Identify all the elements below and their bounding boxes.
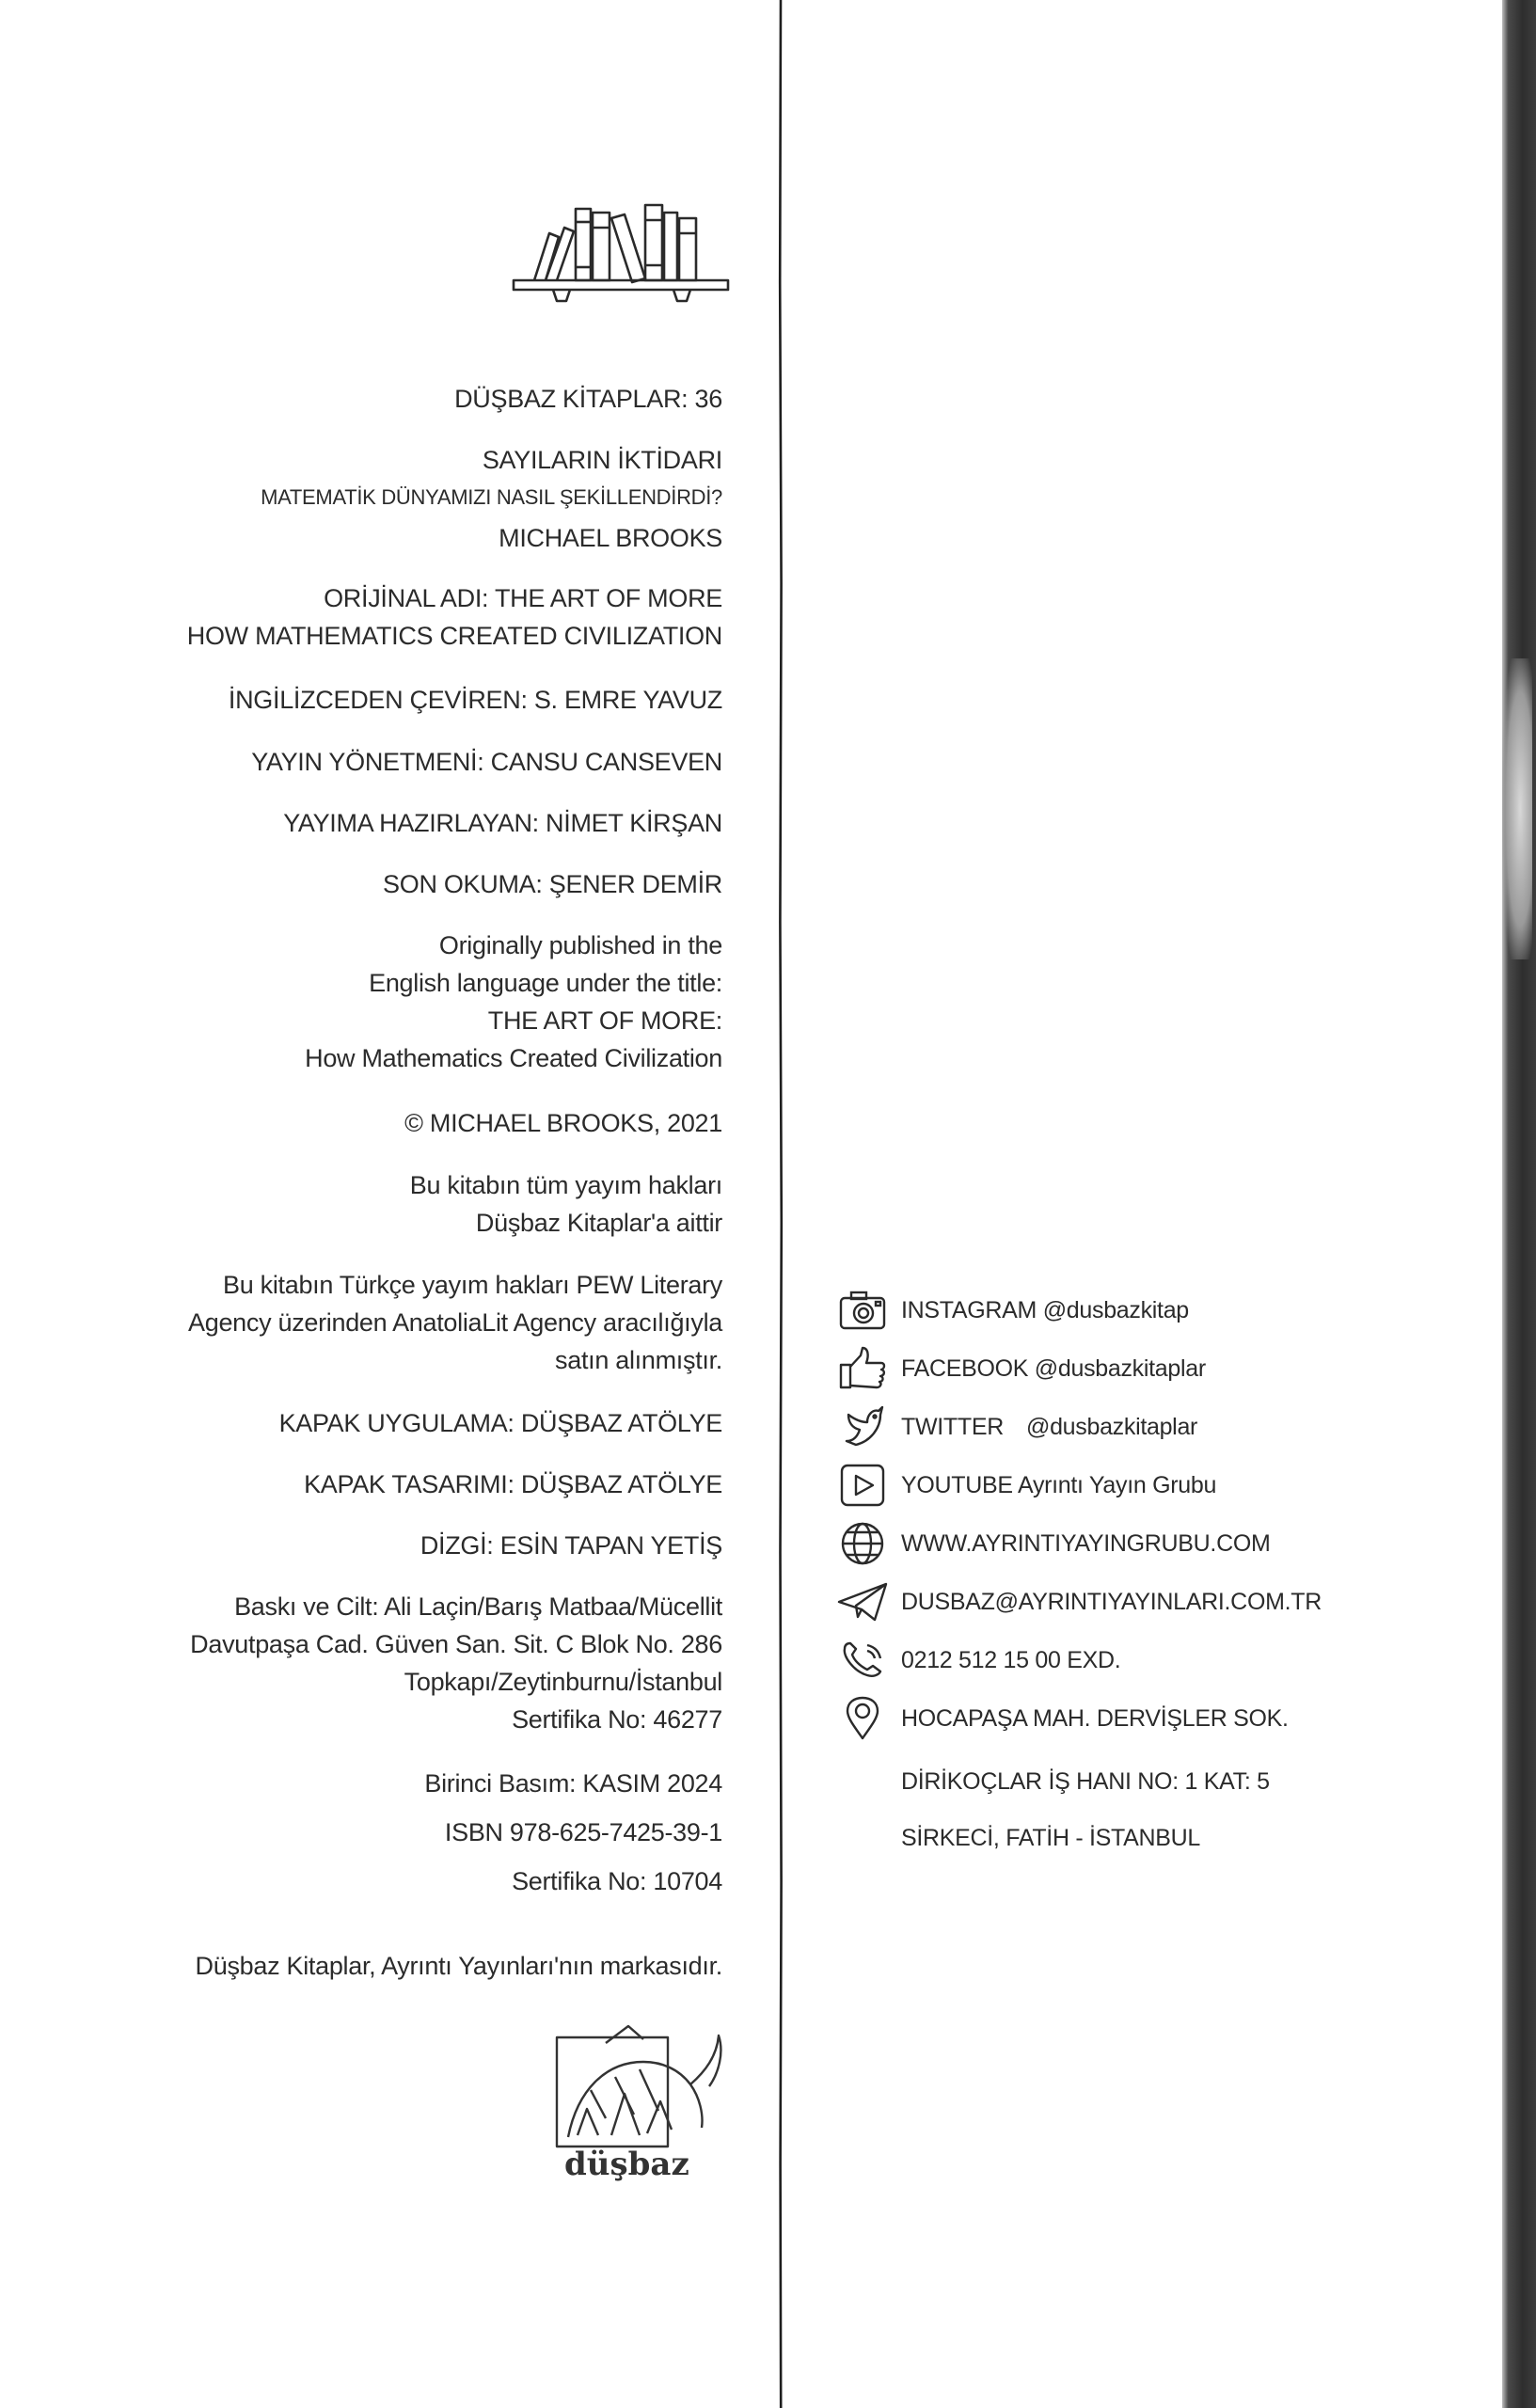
- phone-icon: [837, 1635, 888, 1686]
- location-pin-icon: [837, 1693, 888, 1744]
- printing-line: Baskı ve Cilt: Ali Laçin/Barış Matbaa/Mücellit: [234, 1592, 722, 1621]
- brand-note: Düşbaz Kitaplar, Ayrıntı Yayınları'nın markasıdır.: [195, 1952, 722, 1980]
- typesetting: DİZGİ: ESİN TAPAN YETİŞ: [420, 1531, 722, 1560]
- original-publication-line: Originally published in the: [438, 931, 722, 959]
- photo-edge-detail: [1502, 658, 1532, 959]
- original-title-line: ORİJİNAL ADI: THE ART OF MORE: [324, 584, 722, 612]
- contact-text: HOCAPAŞA MAH. DERVİŞLER SOK.: [901, 1704, 1289, 1732]
- address-text: DİRİKOÇLAR İŞ HANI NO: 1 KAT: 5: [901, 1768, 1270, 1795]
- contact-address: [837, 1693, 1289, 1744]
- book-subtitle: MATEMATİK DÜNYAMIZI NASIL ŞEKİLLENDİRDİ?: [261, 485, 722, 509]
- contact-text: INSTAGRAM @dusbazkitap: [901, 1296, 1189, 1323]
- original-title: [187, 579, 722, 655]
- contact-facebook: [837, 1343, 1206, 1394]
- contact-text: 0212 512 15 00 EXD.: [901, 1646, 1121, 1673]
- contact-text: [901, 1414, 1197, 1441]
- contact-text: DUSBAZ@AYRINTIYAYINLARI.COM.TR: [901, 1588, 1322, 1615]
- original-publication: [305, 927, 722, 1077]
- turkish-rights-note: [188, 1266, 722, 1379]
- contact-text: WWW.AYRINTIYAYINGRUBU.COM: [901, 1529, 1271, 1557]
- paper-plane-icon: [837, 1576, 888, 1627]
- camera-icon: [837, 1285, 888, 1336]
- cover-design: KAPAK TASARIMI: DÜŞBAZ ATÖLYE: [304, 1470, 722, 1498]
- play-icon: [837, 1460, 888, 1511]
- contact-text: FACEBOOK @dusbazkitaplar: [901, 1354, 1206, 1382]
- original-publication-line: How Mathematics Created Civilization: [305, 1044, 722, 1072]
- rights-note: [410, 1166, 722, 1242]
- bird-icon: [837, 1402, 888, 1452]
- printing-info: [190, 1588, 722, 1738]
- contact-twitter: [837, 1402, 1197, 1452]
- printing-line: Davutpaşa Cad. Güven San. Sit. C Blok No. 286: [190, 1630, 722, 1658]
- prepared-by: YAYIMA HAZIRLAYAN: NİMET KİRŞAN: [283, 809, 722, 837]
- dusbaz-logo: [549, 2024, 728, 2184]
- book-author: MICHAEL BROOKS: [499, 524, 722, 552]
- column-divider: [777, 0, 784, 2408]
- printing-line: Topkapı/Zeytinburnu/İstanbul: [404, 1668, 722, 1696]
- turkish-rights-line: Bu kitabın Türkçe yayım hakları PEW Literary: [223, 1271, 722, 1299]
- contact-email: [837, 1576, 1322, 1627]
- copyright-line: © MICHAEL BROOKS, 2021: [404, 1109, 722, 1137]
- original-publication-line: English language under the title:: [369, 969, 722, 997]
- bookshelf-icon: [508, 199, 734, 310]
- globe-icon: [837, 1518, 888, 1569]
- printing-line: Sertifika No: 46277: [512, 1705, 722, 1734]
- turkish-rights-line: satın alınmıştır.: [555, 1346, 722, 1374]
- original-title-line: HOW MATHEMATICS CREATED CIVILIZATION: [186, 622, 722, 650]
- logo-wordmark: düşbaz: [564, 2146, 689, 2183]
- series-line: DÜŞBAZ KİTAPLAR: 36: [454, 385, 722, 413]
- twitter-label: TWITTER: [901, 1413, 1004, 1440]
- book-title: SAYILARIN İKTİDARI: [482, 446, 722, 474]
- original-publication-line: THE ART OF MORE:: [487, 1006, 722, 1035]
- address-line: [901, 1768, 1270, 1796]
- translator: İNGİLİZCEDEN ÇEVİREN: S. EMRE YAVUZ: [228, 686, 722, 714]
- proofreader: SON OKUMA: ŞENER DEMİR: [383, 870, 722, 898]
- contact-website: [837, 1518, 1271, 1569]
- rights-line: Düşbaz Kitaplar'a aittir: [475, 1209, 722, 1237]
- address-text: SİRKECİ, FATİH - İSTANBUL: [901, 1825, 1201, 1851]
- editor: YAYIN YÖNETMENİ: CANSU CANSEVEN: [251, 748, 722, 776]
- photo-edge: [1502, 0, 1536, 2408]
- turkish-rights-line: Agency üzerinden AnatoliaLit Agency aracılığıyla: [188, 1308, 722, 1337]
- isbn: ISBN 978-625-7425-39-1: [444, 1818, 722, 1846]
- address-line: [901, 1825, 1200, 1852]
- edition: Birinci Basım: KASIM 2024: [424, 1769, 722, 1798]
- thumbs-up-icon: [837, 1343, 888, 1394]
- certificate-number: Sertifika No: 10704: [512, 1867, 722, 1895]
- twitter-handle: @dusbazkitaplar: [1025, 1413, 1198, 1440]
- contact-text: YOUTUBE Ayrıntı Yayın Grubu: [901, 1471, 1217, 1498]
- cover-application: KAPAK UYGULAMA: DÜŞBAZ ATÖLYE: [278, 1409, 722, 1437]
- contact-youtube: [837, 1460, 1216, 1511]
- rights-line: Bu kitabın tüm yayım hakları: [409, 1171, 722, 1199]
- contact-phone: [837, 1635, 1120, 1686]
- contact-instagram: [837, 1285, 1189, 1336]
